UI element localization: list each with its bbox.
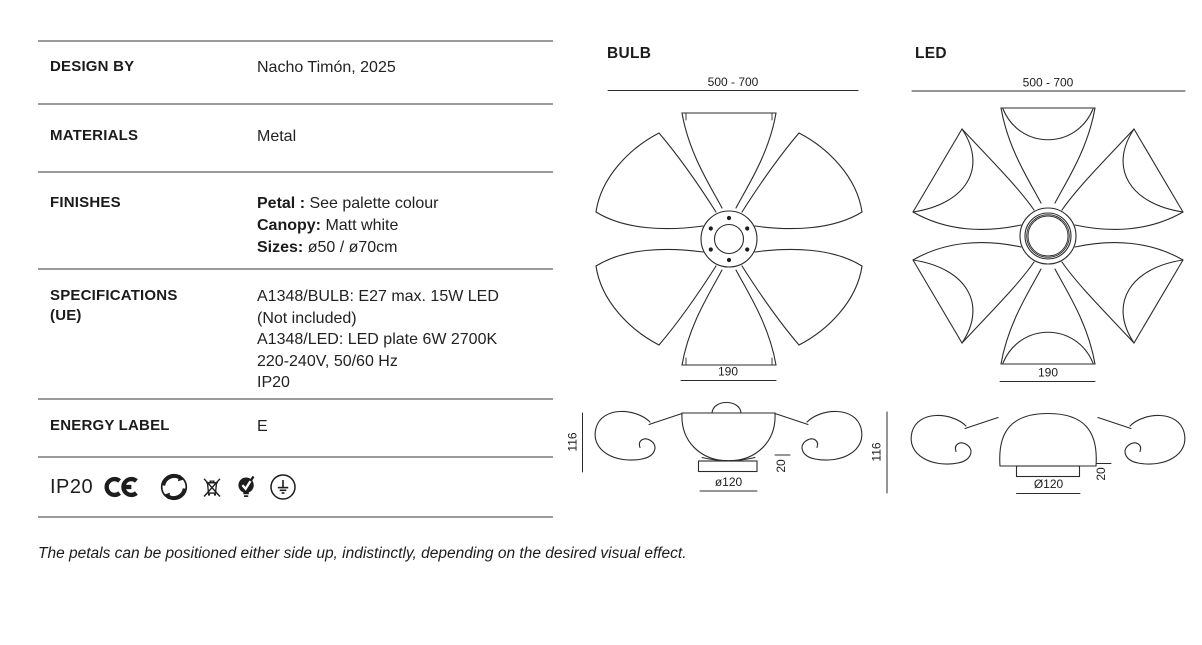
led-petal-width-dimension [1000, 366, 1095, 382]
table-row-energy-label [38, 398, 553, 456]
spec-line: A1348/BULB: E27 max. 15W LED [257, 288, 499, 305]
spec-line: 220-240V, 50/60 Hz [257, 352, 398, 370]
bulb-plan-view [596, 113, 862, 365]
led-width-dimension [912, 76, 1185, 92]
bulb-width-label: 500 - 700 [707, 75, 759, 89]
specifications-value [257, 286, 499, 398]
energy-label-value: E [257, 418, 268, 435]
bulb-canopy-diameter-label: ø120 [714, 475, 743, 489]
bulb-canopy-height-label: 20 [774, 459, 788, 473]
table-row-materials [38, 103, 553, 171]
finishes-line-petal: Petal : See palette colour [257, 195, 439, 212]
bulb-diagram-title: BULB [607, 45, 652, 62]
led-diagram-title: LED [915, 45, 947, 62]
finishes-value [257, 193, 438, 268]
led-hub [1020, 208, 1076, 264]
green-dot-recycling-icon [159, 472, 189, 502]
table-row-finishes [38, 171, 553, 268]
finishes-label: FINISHES [50, 194, 121, 211]
bulb-check-icon [235, 472, 259, 502]
energy-label-label: ENERGY LABEL [50, 417, 170, 434]
design-by-label: DESIGN BY [50, 58, 135, 75]
led-plan-view [913, 108, 1183, 364]
bulb-petal-width-label: 190 [717, 364, 739, 379]
bulb-side-view [566, 403, 862, 492]
table-row-specifications [38, 268, 553, 398]
weee-crossed-out-bin-icon [198, 472, 226, 502]
finishes-line-sizes: Sizes: ø50 / ø70cm [257, 239, 398, 256]
led-canopy-diameter-label: Ø120 [1033, 477, 1064, 491]
ip-rating: IP20 [50, 475, 94, 498]
bulb-side-height-label: 116 [565, 432, 580, 452]
footnote: The petals can be positioned either side up, indistinctly, depending on the desired visual effect. [38, 545, 687, 562]
led-canopy-height-label: 20 [1094, 467, 1108, 481]
led-width-label: 500 - 700 [1022, 75, 1074, 90]
finishes-line-canopy: Canopy: Matt white [257, 217, 399, 234]
bulb-width-dimension [608, 75, 858, 91]
materials-value: Metal [257, 128, 297, 145]
spec-table [38, 40, 553, 518]
led-side-view [870, 412, 1185, 494]
bulb-hub [701, 211, 757, 267]
technical-drawings [560, 28, 1202, 510]
design-by-value: Nacho Timón, 2025 [257, 59, 396, 76]
bulb-petal-width-dimension [681, 365, 776, 381]
spec-line: A1348/LED: LED plate 6W 2700K [257, 331, 498, 348]
specifications-label: SPECIFICATIONS (UE) [50, 287, 178, 324]
ce-mark-icon [104, 474, 150, 500]
led-side-height-label: 116 [869, 442, 884, 462]
materials-label: MATERIALS [50, 127, 139, 144]
table-row-certifications [38, 456, 553, 518]
spec-line: (Not included) [257, 309, 357, 327]
protective-earth-icon [268, 472, 298, 502]
table-row-design-by [38, 40, 553, 103]
led-petal-width-label: 190 [1037, 365, 1059, 380]
spec-line: IP20 [257, 374, 290, 391]
